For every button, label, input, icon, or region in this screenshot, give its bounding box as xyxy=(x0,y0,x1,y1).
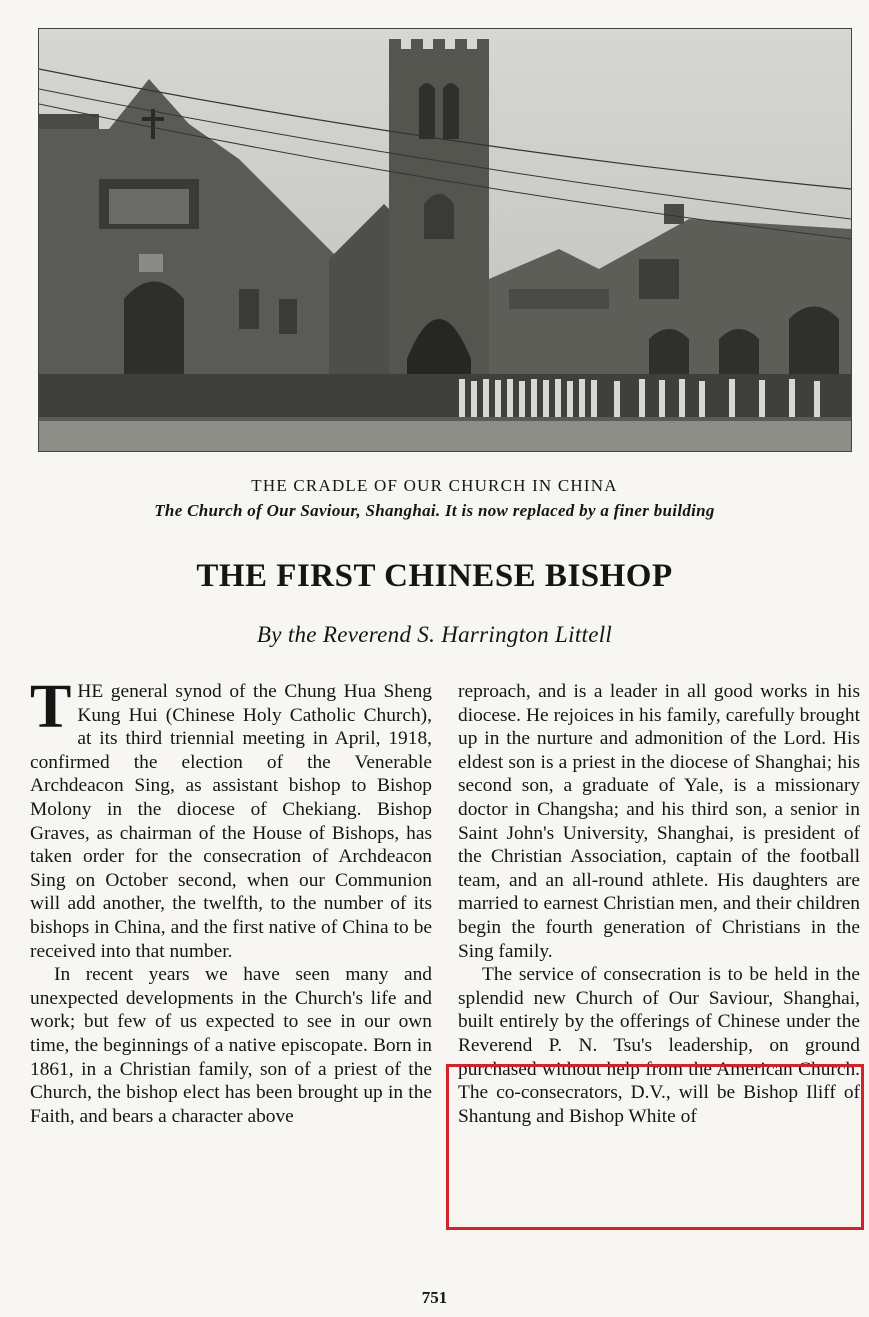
left-column xyxy=(30,673,432,1128)
church-photo-illustration xyxy=(39,29,851,451)
drop-cap: T xyxy=(30,673,72,741)
article-byline: By the Reverend S. Harrington Littell xyxy=(256,622,613,647)
photo-caption-subtitle: The Church of Our Saviour, Shanghai. It is now replaced by a finer building xyxy=(154,501,715,520)
paragraph-text: HE general synod of the Chung Hua Sheng Kung Hui (Chinese Holy Catholic Church), at its third triennial meeting in April, 1918, confirmed the election of the Venerable Archdeacon Sing, as assistant bishop to Bishop Molony in the diocese of Chekiang. Bishop Graves, as chairman of the House of Bishops, has taken order for the consecration of Archdeacon Sing on October second, when our Communion will add another, the twelfth, to the number of its bishops in China, and the first native of China to be received into that number. xyxy=(30,681,432,962)
article-headline: THE FIRST CHINESE BISHOP xyxy=(196,558,673,594)
church-photograph xyxy=(38,28,852,452)
paragraph xyxy=(30,673,432,963)
page-number: 751 xyxy=(421,1288,448,1307)
paragraph: In recent years we have seen many and unexpected developments in the Church's life and work; but few of us expected to see in our own time, the beginnings of a native episcopate. Born in 1861, in a Christian family, son of a priest of the Church, the bishop elect has been brought up in the Faith, and bears a character above xyxy=(30,964,432,1127)
right-column xyxy=(458,680,860,1128)
highlight-box xyxy=(446,1064,864,1230)
highlighted-paragraph: The service of consecration is to be held in the splendid new Church of Our Saviour, Shanghai, built entirely by the offerings of Chinese under the Reverend P. N. Tsu's leadership, on ground purchased without help from the American Church. The co-consecrators, D.V., will be Bishop Iliff of Shantung and Bishop White of xyxy=(458,964,860,1127)
paragraph: reproach, and is a leader in all good works in his diocese. He rejoices in his family, carefully brought up in the nurture and admonition of the Lord. His eldest son is a priest in the diocese of Shanghai; his second son, a graduate of Yale, is a missionary doctor in Changsha; and his third son, a senior in Saint John's University, Shanghai, is president of the Christian Association, captain of the football team, and an all-round athlete. His daughters are married to earnest Christian men, and their children begin the fourth generation of Christians in the Sing family. xyxy=(458,681,860,962)
photo-caption-title: THE CRADLE OF OUR CHURCH IN CHINA xyxy=(251,476,618,495)
